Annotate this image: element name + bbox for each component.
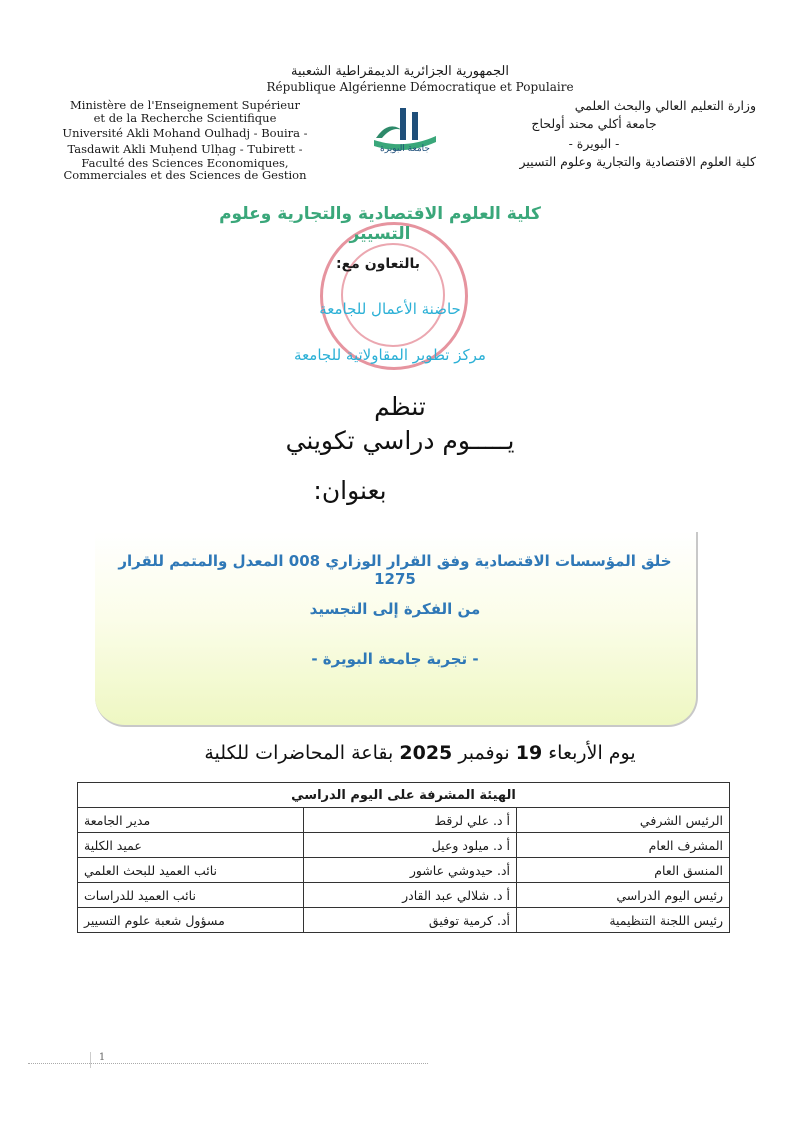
role-cell: رئيس اللجنة التنظيمية	[517, 908, 730, 933]
faculty-title: كلية العلوم الاقتصادية والتجارية وعلوم التسيير	[219, 204, 541, 244]
committee-heading: الهيئة المشرفة على اليوم الدراسي	[78, 783, 730, 808]
banner-experience-line: - تجربة جامعة البويرة -	[311, 650, 479, 668]
role-cell: الرئيس الشرفي	[517, 808, 730, 833]
role-cell: المشرف العام	[517, 833, 730, 858]
header-right-line: - البويرة -	[568, 136, 620, 151]
university-logo	[368, 100, 442, 160]
date-venue: بقاعة المحاضرات للكلية	[204, 742, 394, 764]
name-cell: أ د. علي لرقط	[304, 808, 517, 833]
position-cell: عميد الكلية	[78, 833, 304, 858]
page-number: 1	[90, 1052, 113, 1068]
header-left-line: Tasdawit Akli Muḥend Ulḥag - Tubirett -	[67, 142, 303, 156]
name-cell: أد. حيدوشي عاشور	[304, 858, 517, 883]
header-right-line: وزارة التعليم العالي والبحث العلمي	[574, 98, 756, 113]
header-left-line: Université Akli Mohand Oulhadj - Bouira -	[62, 126, 308, 140]
footer-divider	[28, 1063, 428, 1064]
table-row	[78, 808, 730, 833]
header-right-line: جامعة أكلي محند أولحاج	[531, 116, 657, 131]
date-prefix: يوم الأربعاء	[548, 742, 636, 764]
position-cell: نائب العميد للدراسات	[78, 883, 304, 908]
date-year: 2025	[399, 742, 453, 764]
republic-french: République Algérienne Démocratique et Populaire	[266, 80, 574, 94]
header-left-line: et de la Recherche Scientifique	[93, 111, 277, 125]
date-month: نوفمبر	[458, 742, 510, 764]
partner-incubator: حاضنة الأعمال للجامعة	[319, 300, 461, 318]
table-row	[78, 858, 730, 883]
collaboration-label: بالتعاون مع:	[336, 256, 420, 272]
role-cell: المنسق العام	[517, 858, 730, 883]
organizes-heading: تنظم	[374, 392, 426, 421]
date-day: 19	[515, 742, 543, 764]
event-type-heading: يـــــوم دراسي تكويني	[285, 426, 515, 455]
banner-title-line: خلق المؤسسات الاقتصادية وفق القرار الوزاري 008 المعدل والمتمم للقرار 1275	[118, 552, 672, 588]
header-right-line: كلية العلوم الاقتصادية والتجارية وعلوم التسيير	[519, 154, 756, 169]
titled-heading: بعنوان:	[313, 476, 387, 505]
republic-arabic: الجمهورية الجزائرية الديمقراطية الشعبية	[291, 64, 509, 79]
header-left-line: Ministère de l'Enseignement Supérieur	[70, 98, 300, 112]
event-date	[150, 742, 690, 764]
table-row	[78, 833, 730, 858]
name-cell: أد. كرمية توفيق	[304, 908, 517, 933]
table-row	[78, 908, 730, 933]
committee-table	[77, 782, 730, 933]
name-cell: أ د. شلالي عبد القادر	[304, 883, 517, 908]
position-cell: مدير الجامعة	[78, 808, 304, 833]
position-cell: مسؤول شعبة علوم التسيير	[78, 908, 304, 933]
committee-heading-row	[78, 783, 730, 808]
position-cell: نائب العميد للبحث العلمي	[78, 858, 304, 883]
header-left-line: Faculté des Sciences Economiques,	[81, 156, 289, 170]
banner-subtitle-line: من الفكرة إلى التجسيد	[309, 600, 481, 618]
logo-caption: جامعة البويرة	[380, 144, 430, 154]
role-cell: رئيس اليوم الدراسي	[517, 883, 730, 908]
name-cell: أ د. ميلود وعيل	[304, 833, 517, 858]
table-row	[78, 883, 730, 908]
partner-entrepreneurship-center: مركز تطوير المقاولاتية للجامعة	[294, 346, 486, 364]
header-left-line: Commerciales et des Sciences de Gestion	[63, 168, 307, 182]
